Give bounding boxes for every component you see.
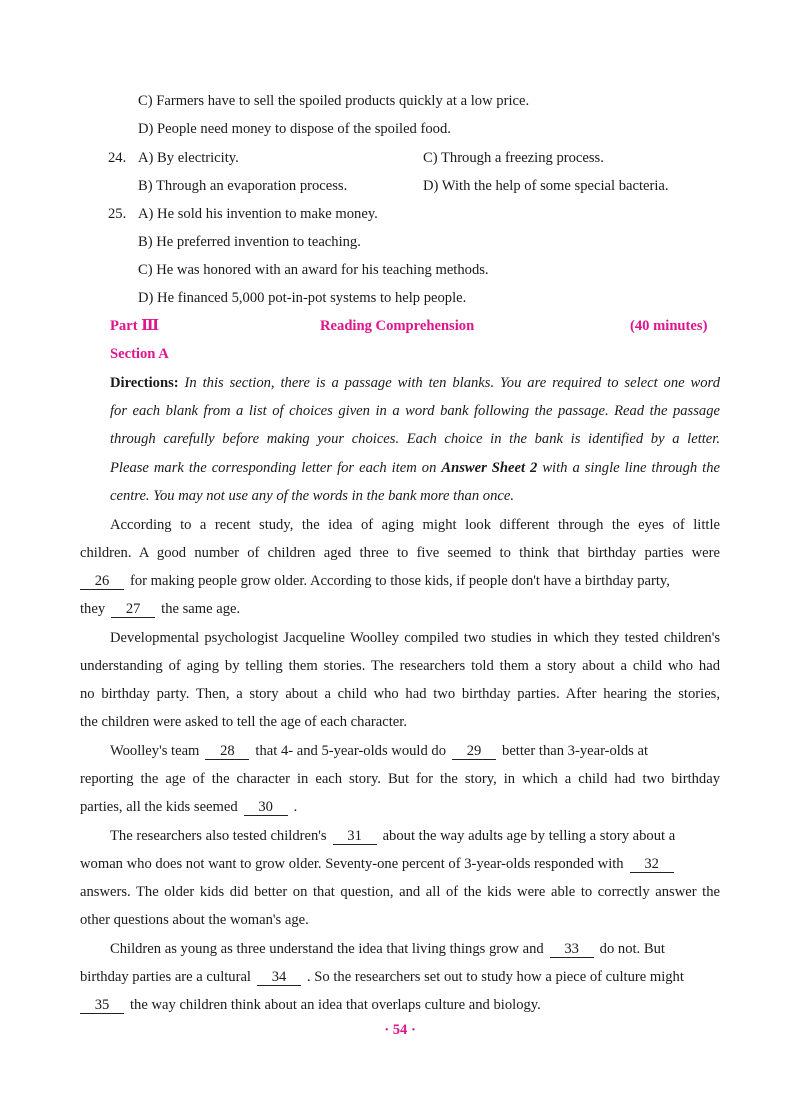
answer-sheet-ref: Answer Sheet 2 (441, 460, 538, 476)
q24-option-d: D) With the help of some special bacteria. (423, 178, 669, 194)
q24-option-a: A) By electricity. (138, 150, 239, 166)
blank-35: 35 (80, 997, 124, 1014)
blank-29: 29 (452, 743, 496, 760)
blank-34: 34 (257, 969, 301, 986)
p5-line-1 (110, 939, 665, 959)
p4-line-3: answers. The older kids did better on that question, and all of the kids were able to correctly answer the (80, 884, 720, 900)
q24-option-c: C) Through a freezing process. (423, 150, 604, 166)
p5-text-1a: Children as young as three understand the idea that living things grow and (110, 941, 544, 957)
q25-option-c: C) He was honored with an award for his teaching methods. (138, 262, 489, 278)
directions-line-5: centre. You may not use any of the words in the bank more than once. (110, 488, 514, 504)
p1-text-4b: the same age. (161, 601, 241, 617)
q25-option-a: A) He sold his invention to make money. (138, 206, 378, 222)
p5-line-3 (80, 995, 541, 1015)
q25-option-d: D) He financed 5,000 pot-in-pot systems to help people. (138, 290, 467, 306)
blank-31: 31 (333, 828, 377, 845)
p4-line-2 (80, 854, 680, 874)
p4-text-2: woman who does not want to grow older. Seventy-one percent of 3-year-olds responded with (80, 856, 624, 872)
p2-line-3: no birthday party. Then, a story about a child who had two birthday parties. After hearing the stories, (80, 686, 720, 702)
blank-32: 32 (630, 856, 674, 873)
directions-line-3: through carefully before making your choices. Each choice in the bank is identified by a letter. (110, 431, 720, 447)
q24-number: 24. (108, 150, 127, 166)
page-number: · 54 · (384, 1022, 416, 1038)
q25-option-b: B) He preferred invention to teaching. (138, 234, 361, 250)
part-time: (40 minutes) (630, 318, 708, 334)
p1-line-3 (80, 571, 670, 591)
directions-line-4 (110, 458, 720, 478)
p5-line-2 (80, 967, 684, 987)
p3-text-1c: better than 3-year-olds at (502, 743, 649, 759)
p2-line-2: understanding of aging by telling them stories. The researchers told them a story about a child who had (80, 658, 720, 674)
directions-text-4c: with a single line through the (542, 460, 720, 476)
p4-text-1a: The researchers also tested children's (110, 828, 327, 844)
p2-line-4: the children were asked to tell the age of each character. (80, 714, 407, 730)
p3-text-1b: that 4- and 5-year-olds would do (255, 743, 447, 759)
p5-text-1b: do not. But (599, 941, 665, 957)
q23-option-c: C) Farmers have to sell the spoiled products quickly at a low price. (138, 93, 530, 109)
p1-text-4a: they (80, 601, 106, 617)
blank-33: 33 (550, 941, 594, 958)
section-heading: Section A (110, 346, 169, 362)
blank-28: 28 (205, 743, 249, 760)
p4-text-1b: about the way adults age by telling a story about a (382, 828, 676, 844)
directions-text-1: In this section, there is a passage with ten blanks. You are required to select one word (184, 375, 720, 391)
p3-text-1a: Woolley's team (110, 743, 200, 759)
directions-text-4a: Please mark the corresponding letter for each item on (110, 460, 437, 476)
blank-30: 30 (244, 799, 288, 816)
p1-line-4 (80, 599, 240, 619)
p5-text-3: the way children think about an idea that overlaps culture and biology. (130, 997, 541, 1013)
p2-line-1: Developmental psychologist Jacqueline Woolley compiled two studies in which they tested children's (110, 630, 720, 646)
p3-line-2: reporting the age of the character in each story. But for the story, in which a child had two birthday (80, 771, 720, 787)
p5-text-2a: birthday parties are a cultural (80, 969, 251, 985)
p1-line-1: According to a recent study, the idea of aging might look different through the eyes of little (110, 517, 720, 533)
p5-text-2b: . So the researchers set out to study how a piece of culture might (307, 969, 684, 985)
blank-26: 26 (80, 573, 124, 590)
p4-line-1 (110, 826, 675, 846)
p4-line-4: other questions about the woman's age. (80, 912, 309, 928)
q23-option-d: D) People need money to dispose of the spoiled food. (138, 121, 451, 137)
p3-line-3 (80, 797, 297, 817)
directions-line-2: for each blank from a list of choices given in a word bank following the passage. Read the passage (110, 403, 720, 419)
directions-label: Directions: (110, 375, 179, 391)
p3-text-3a: parties, all the kids seemed (80, 799, 238, 815)
part-label: Part Ⅲ (110, 318, 159, 334)
p1-text-3: for making people grow older. According to those kids, if people don't have a birthday party, (130, 573, 670, 589)
p3-line-1 (110, 741, 648, 761)
part-title: Reading Comprehension (320, 318, 475, 334)
p3-text-3b: . (293, 799, 298, 815)
blank-27: 27 (111, 601, 155, 618)
q25-number: 25. (108, 206, 127, 222)
directions-line-1 (110, 373, 720, 393)
q24-option-b: B) Through an evaporation process. (138, 178, 348, 194)
p1-line-2: children. A good number of children aged three to five seemed to think that birthday parties were (80, 545, 720, 561)
